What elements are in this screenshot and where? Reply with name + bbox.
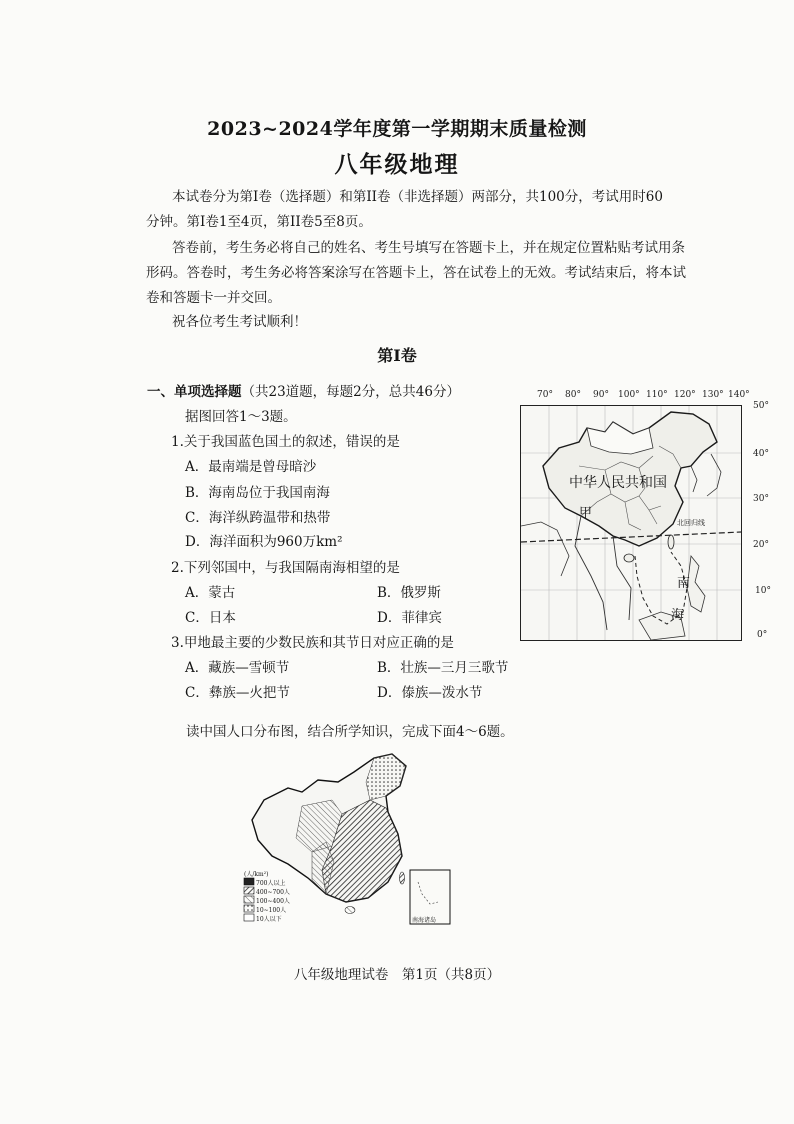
question-2-stem: 2.下列邻国中，与我国隔南海相望的是 [171,560,400,576]
prompt-4-6: 读中国人口分布图，结合所学知识，完成下面4～6题。 [186,724,514,740]
lat-tick-0: 0° [757,630,768,640]
lon-tick-100: 100° [618,390,640,400]
q3-option-d: D．傣族—泼水节 [377,685,483,701]
lat-tick-50: 50° [753,401,769,411]
china-label: 中华人民共和国 [569,475,667,491]
volume-title: 第Ⅰ卷 [377,346,417,365]
good-luck-line: 祝各位考生考试顺利！ [172,314,307,330]
q2-option-d: D．菲律宾 [377,610,442,626]
territory-map-graphic [521,406,741,640]
lat-tick-10: 10° [755,586,771,596]
sea-label-sea: 海 [671,608,685,623]
legend-item-4: 10~100人 [256,907,287,914]
q2-option-a: A．蒙古 [185,585,236,601]
lon-tick-140: 140° [728,390,750,400]
lat-tick-20: 20° [753,540,769,550]
instruction-line-5: 卷和答题卡一并交回。 [146,290,281,306]
q2-option-b: B．俄罗斯 [377,585,441,601]
question-3-stem: 3.甲地最主要的少数民族和其节日对应正确的是 [171,635,454,651]
instruction-line-1: 本试卷分为第Ⅰ卷（选择题）和第II卷（非选择题）两部分，共100分，考试用时60 [172,189,663,205]
legend-item-1: 700人以上 [256,880,286,887]
q1-option-a: A．最南端是曾母暗沙 [185,459,317,475]
legend-title: (人/km²) [244,871,269,878]
lon-tick-80: 80° [565,390,581,400]
q1-option-d: D．海洋面积为960万km² [185,534,343,550]
instruction-line-3: 答卷前，考生务必将自己的姓名、考生号填写在答题卡上，并在规定位置粘贴考试用条 [172,240,685,256]
instruction-line-4: 形码。答卷时，考生务必将答案涂写在答题卡上，答在试卷上的无效。考试结束后，将本试 [146,265,686,281]
q2-option-c: C．日本 [185,610,236,626]
jia-label: 甲 [579,506,593,521]
population-distribution-map [242,752,462,938]
lat-tick-40: 40° [753,449,769,459]
q1-option-b: B．海南岛位于我国南海 [185,485,330,501]
legend-item-2: 400~700人 [256,889,290,896]
page-footer: 八年级地理试卷 第1页（共8页） [293,967,501,983]
prompt-1-3: 据图回答1～3题。 [185,409,297,425]
section-heading: 一、单项选择题 [147,384,242,400]
sea-label-south: 南 [677,576,691,591]
question-1-stem: 1.关于我国蓝色国土的叙述，错误的是 [171,434,400,450]
legend-item-5: 10人以下 [256,916,282,923]
lat-tick-30: 30° [753,494,769,504]
q3-option-c: C．彝族—火把节 [185,685,290,701]
lon-tick-90: 90° [593,390,609,400]
lon-tick-130: 130° [702,390,724,400]
section-heading-row [147,380,460,400]
section-note: （共23道题，每题2分，总共46分） [241,384,460,400]
subject-title: 八年级地理 [334,151,460,178]
q3-option-b: B．壮族—三月三歌节 [377,660,509,676]
instruction-line-2: 分钟。第Ⅰ卷1至4页，第II卷5至8页。 [146,214,372,230]
tropic-label: 北回归线 [677,519,705,527]
lon-tick-120: 120° [674,390,696,400]
q3-option-a: A．藏族—雪顿节 [185,660,290,676]
lon-tick-70: 70° [537,390,553,400]
inset-label: 南海诸岛 [412,917,437,924]
q1-option-c: C．海洋纵跨温带和热带 [185,510,331,526]
china-territory-map [520,405,742,641]
exam-title: 2023~2024学年度第一学期期末质量检测 [207,118,587,140]
legend-item-3: 100~400人 [256,898,290,905]
lon-tick-110: 110° [646,390,668,400]
